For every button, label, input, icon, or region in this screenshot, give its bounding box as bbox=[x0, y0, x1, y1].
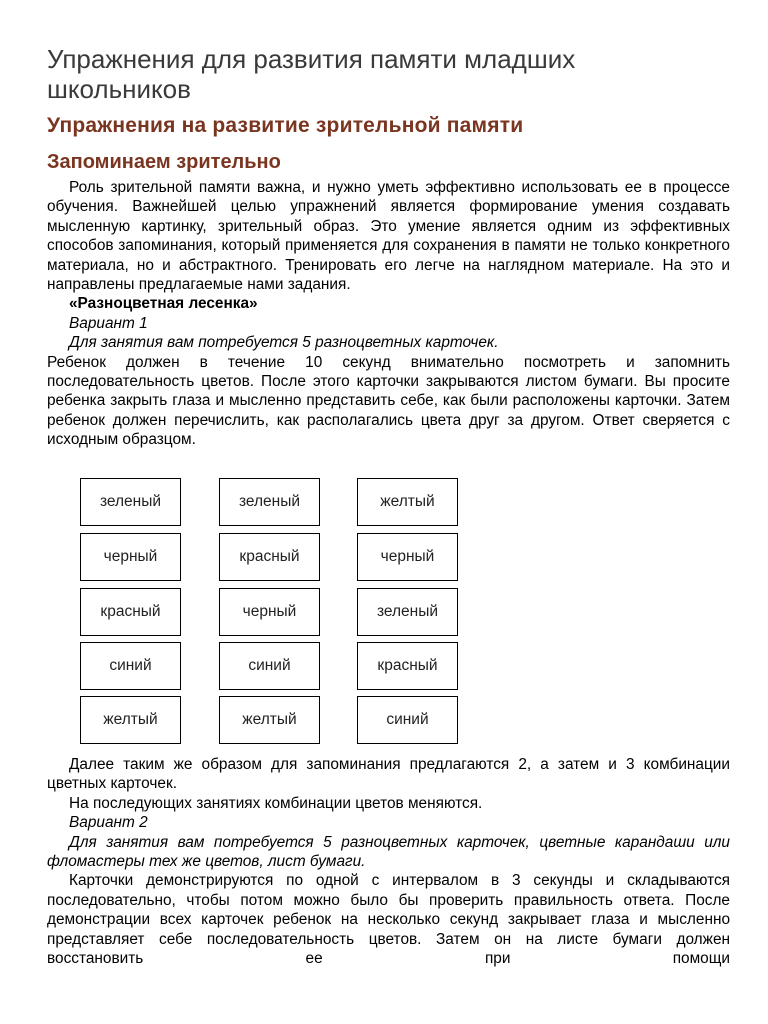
variant1-label: Вариант 1 bbox=[69, 314, 148, 332]
card: зеленый bbox=[80, 478, 181, 526]
card: желтый bbox=[80, 696, 181, 744]
card: синий bbox=[219, 642, 320, 690]
card: желтый bbox=[357, 478, 458, 526]
variant1-description: Ребенок должен в течение 10 секунд внимательно посмотреть и запомнить последовательность цветов. После этого карточки закрываются листом бумаги. Вы просите ребенка закрыть глаза и мысленно представить себе, как были расположены карточки. Затем ребенок должен перечислить, как располагались цвета друг за другом. Ответ сверяется с исходным образцом. bbox=[47, 353, 730, 449]
exercise-title: «Разноцветная лесенка» bbox=[69, 295, 258, 313]
after-cards-note: На последующих занятиях комбинации цветов меняются. bbox=[69, 794, 483, 812]
variant1-requirement: Для занятия вам потребуется 5 разноцветных карточек. bbox=[69, 334, 499, 352]
variant2-requirement: Для занятия вам потребуется 5 разноцветных карточек, цветные карандаши или фломастеры тех же цветов, лист бумаги. bbox=[47, 833, 730, 871]
intro-paragraph: Роль зрительной памяти важна, и нужно уметь эффективно использовать ее в процессе обучения. Важнейшей целью упражнений является формирование умения создавать мысленную картинку, зрительный образ. Это умение является одним из эффективных способов запоминания, который применяется для сохранения в памяти не только конкретного материала, но и абстрактного. Тренировать его легче на наглядном материале. На это и направлены предлагаемые нами задания. bbox=[47, 179, 730, 294]
color-cards-grid bbox=[78, 478, 468, 750]
card: зеленый bbox=[357, 588, 458, 636]
card: синий bbox=[357, 696, 458, 744]
variant2-label: Вариант 2 bbox=[69, 814, 148, 832]
section-heading: Упражнения на развитие зрительной памяти bbox=[47, 114, 524, 137]
card: синий bbox=[80, 642, 181, 690]
page-title: Упражнения для развития памяти младших школьников bbox=[47, 44, 576, 104]
card: красный bbox=[357, 642, 458, 690]
card: желтый bbox=[219, 696, 320, 744]
variant2-description: Карточки демонстрируются по одной с интервалом в 3 секунды и складываются последовательно, чтобы потом можно было бы проверить правильность ответа. После демонстрации всех карточек ребенок на несколько секунд закрывает глаза и мысленно представляет себе последовательность цветов. Затем он на листе бумаги должен восстановить ее при помощи bbox=[47, 872, 730, 968]
card: красный bbox=[219, 533, 320, 581]
card: красный bbox=[80, 588, 181, 636]
after-cards-paragraph: Далее таким же образом для запоминания предлагаются 2, а затем и 3 комбинации цветных карточек. bbox=[47, 756, 730, 793]
intro-block bbox=[47, 178, 730, 450]
sub-heading: Запоминаем зрительно bbox=[47, 151, 281, 173]
card: черный bbox=[219, 588, 320, 636]
card: черный bbox=[80, 533, 181, 581]
continuation-block bbox=[47, 755, 730, 968]
card: зеленый bbox=[219, 478, 320, 526]
card: черный bbox=[357, 533, 458, 581]
